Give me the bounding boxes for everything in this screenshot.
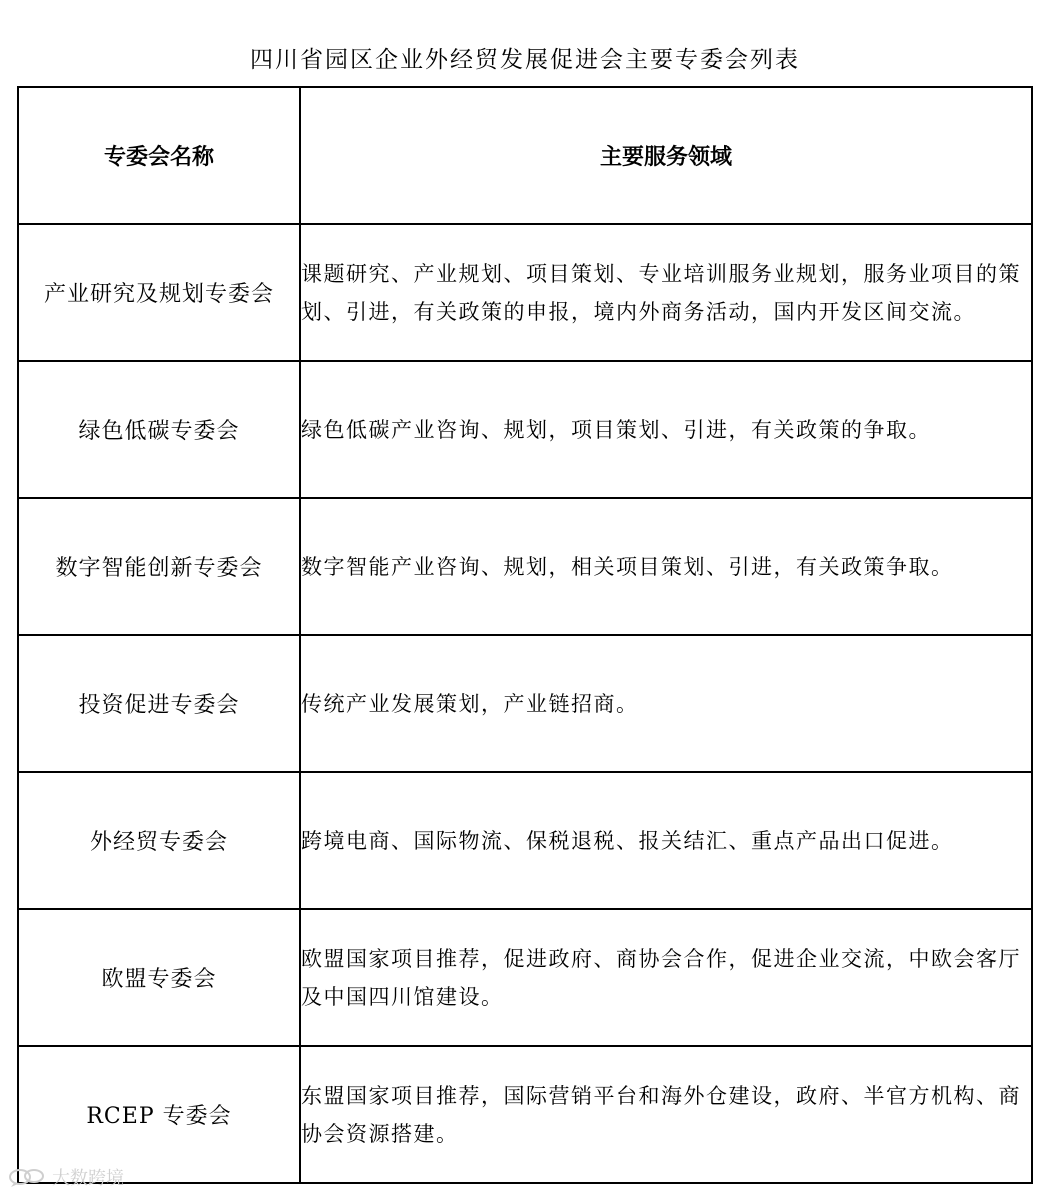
service-domain-cell: 东盟国家项目推荐，国际营销平台和海外仓建设，政府、半官方机构、商协会资源搭建。 bbox=[300, 1046, 1032, 1183]
committee-name-cell: 外经贸专委会 bbox=[18, 772, 300, 909]
committee-name-cell: 产业研究及规划专委会 bbox=[18, 224, 300, 361]
committee-name-cell: RCEP 专委会 bbox=[18, 1046, 300, 1183]
page-title: 四川省园区企业外经贸发展促进会主要专委会列表 bbox=[250, 47, 800, 73]
service-domain-cell: 绿色低碳产业咨询、规划，项目策划、引进，有关政策的争取。 bbox=[300, 361, 1032, 498]
table-row bbox=[18, 498, 1032, 635]
table-row bbox=[18, 361, 1032, 498]
table-row bbox=[18, 909, 1032, 1046]
committee-name-cell: 投资促进专委会 bbox=[18, 635, 300, 772]
table-row bbox=[18, 772, 1032, 909]
table-row bbox=[18, 635, 1032, 772]
table-row bbox=[18, 1046, 1032, 1183]
header-service-domain: 主要服务领域 bbox=[300, 87, 1032, 224]
committee-name-cell: 绿色低碳专委会 bbox=[18, 361, 300, 498]
watermark-text: 大数跨境 bbox=[52, 1168, 124, 1189]
service-domain-cell: 欧盟国家项目推荐，促进政府、商协会合作，促进企业交流，中欧会客厅及中国四川馆建设。 bbox=[300, 909, 1032, 1046]
service-domain-cell: 跨境电商、国际物流、保税退税、报关结汇、重点产品出口促进。 bbox=[300, 772, 1032, 909]
header-committee-name: 专委会名称 bbox=[18, 87, 300, 224]
table-header-row bbox=[18, 87, 1032, 224]
committee-name-cell: 欧盟专委会 bbox=[18, 909, 300, 1046]
service-domain-cell: 数字智能产业咨询、规划，相关项目策划、引进，有关政策争取。 bbox=[300, 498, 1032, 635]
watermark bbox=[8, 1164, 124, 1190]
chat-bubble-logo-icon bbox=[8, 1167, 48, 1187]
service-domain-cell: 课题研究、产业规划、项目策划、专业培训服务业规划，服务业项目的策划、引进，有关政策的申报，境内外商务活动，国内开发区间交流。 bbox=[300, 224, 1032, 361]
table-row bbox=[18, 224, 1032, 361]
committee-name-cell: 数字智能创新专委会 bbox=[18, 498, 300, 635]
committee-table bbox=[17, 86, 1033, 1184]
service-domain-cell: 传统产业发展策划，产业链招商。 bbox=[300, 635, 1032, 772]
